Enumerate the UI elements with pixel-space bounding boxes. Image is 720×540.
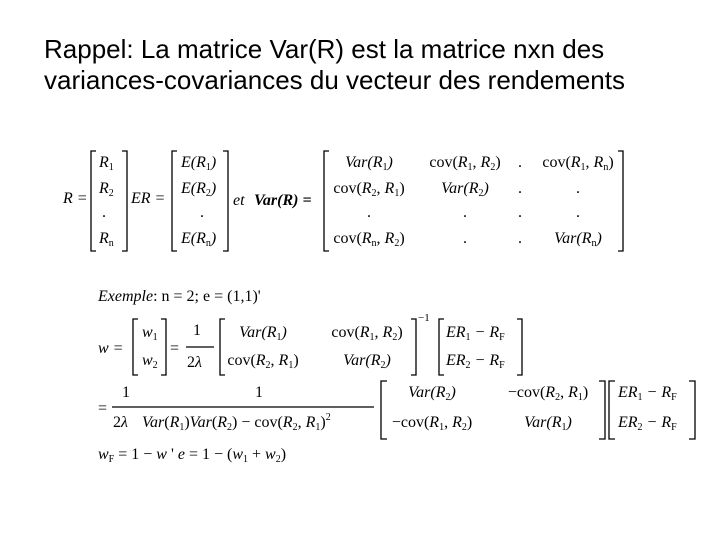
slide-title: Rappel: La matrice Var(R) est la matrice nxn des variances-covariances du vecteur des rendements xyxy=(44,34,625,95)
et-label: et xyxy=(233,192,245,209)
w-symbol: w = xyxy=(98,340,124,357)
er-vector-symbol: ER = xyxy=(131,190,166,207)
wf-equation: $w_F = 1 - w$ ' $e = 1 - (w_1 + w_2)$ xyxy=(98,446,287,465)
var-r-symbol: Var(R) = xyxy=(254,192,312,209)
r-vector-left-bracket xyxy=(90,150,98,252)
var-matrix-right-bracket xyxy=(617,150,625,252)
var-matrix-left-bracket xyxy=(323,150,331,252)
r-vector-symbol: R = xyxy=(63,190,88,207)
example-heading: Exemple: n = 2; e = (1,1)' xyxy=(98,288,261,305)
r-vector-right-bracket xyxy=(121,150,129,252)
